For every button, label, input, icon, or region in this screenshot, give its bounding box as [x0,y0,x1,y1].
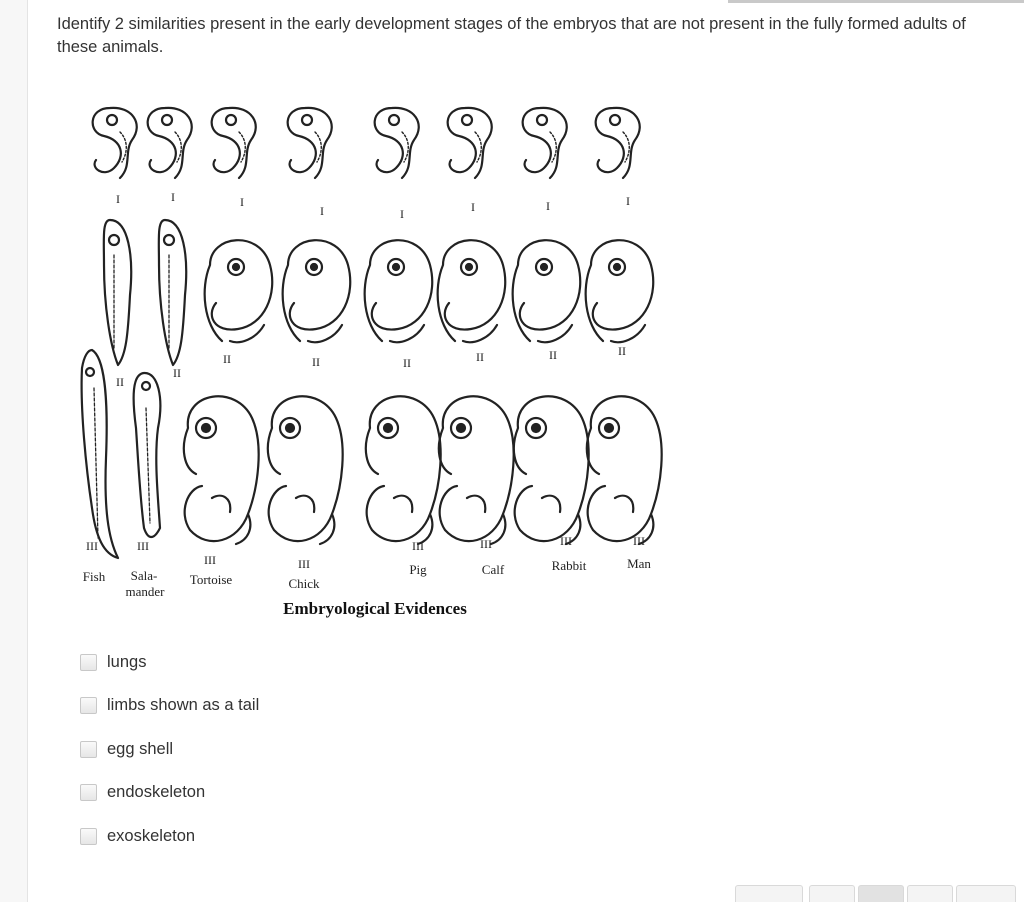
option-endoskeleton[interactable] [80,777,400,807]
embryo-stage-1 [448,108,492,178]
option-egg-shell[interactable] [80,734,400,764]
page-button[interactable] [858,885,904,902]
animal-label: Pig [409,562,427,577]
stage-label: I [240,195,244,209]
stage-label: II [549,348,557,362]
animal-label: Man [627,556,651,571]
animal-label: mander [125,584,165,599]
option-label: egg shell [107,739,174,758]
embryo-stage-2 [365,240,433,342]
stage-label: I [116,192,120,206]
embryo-stage-3 [587,396,662,544]
stage-label: I [626,194,630,208]
option-label: endoskeleton [107,782,206,801]
embryo-stage-1 [93,108,137,178]
embryo-stage-3 [184,396,259,544]
option-lungs[interactable] [80,647,400,677]
stage-label: II [173,366,181,380]
stage-label: I [546,199,550,213]
embryo-stage-1 [596,108,640,178]
embryo-stage-3 [514,396,589,544]
checkbox[interactable] [80,654,97,671]
page-button[interactable] [907,885,953,902]
stage-label: III [298,557,310,571]
embryo-stage-2 [513,240,581,342]
option-limbs-shown-as-a-tail[interactable] [80,690,400,720]
checkbox[interactable] [80,741,97,758]
animal-label: Tortoise [189,572,233,587]
stage-label: II [312,355,320,369]
embryo-stage-2 [205,240,273,342]
embryo-stage-1 [523,108,567,178]
embryo-stage-2 [586,240,654,342]
embryo-stage-1 [212,108,256,178]
stage-label: III [137,539,149,553]
animal-label: Rabbit [551,558,587,573]
stage-label: II [223,352,231,366]
embryo-diagram [70,80,670,625]
stage-label: III [204,553,216,567]
page-button[interactable] [809,885,855,902]
animal-label: Calf [481,562,505,577]
animal-label: Chick [288,576,320,591]
checkbox[interactable] [80,697,97,714]
embryo-stage-3 [366,396,441,544]
stage-label: I [320,204,324,218]
question-text: Identify 2 similarities present in the early development stages of the embryos that are not present in the fully formed adults of these animals. [57,15,966,56]
stage-label: III [412,539,424,553]
embryo-stage-2 [283,240,351,342]
page-button[interactable] [735,885,803,902]
option-label: limbs shown as a tail [107,695,260,714]
stage-label: II [116,375,124,389]
stage-label: III [86,539,98,553]
page-button[interactable] [956,885,1016,902]
stage-label: I [471,200,475,214]
stage-label: I [171,190,175,204]
embryo-stage-3 [82,350,118,558]
checkbox[interactable] [80,828,97,845]
stage-label: II [476,350,484,364]
stage-label: III [480,537,492,551]
stage-label: III [560,534,572,548]
embryo-stage-3 [134,373,161,537]
animal-label: Sala- [130,568,158,583]
embryo-stage-2 [104,220,131,365]
embryo-stage-1 [148,108,192,178]
stage-label: II [403,356,411,370]
embryo-stage-3 [439,396,514,544]
option-exoskeleton[interactable] [80,821,400,851]
embryo-stage-2 [159,220,186,365]
animal-label: Fish [82,569,106,584]
top-divider [728,0,1024,3]
embryo-stage-1 [375,108,419,178]
option-label: exoskeleton [107,826,196,845]
option-label: lungs [107,652,147,671]
embryo-stage-1 [288,108,332,178]
stage-label: I [400,207,404,221]
stage-label: III [633,534,645,548]
stage-label: II [618,344,626,358]
figure-caption: Embryological Evidences [283,599,467,618]
checkbox[interactable] [80,784,97,801]
embryo-figure [70,80,670,625]
embryo-stage-3 [268,396,343,544]
embryo-stage-2 [438,240,506,342]
